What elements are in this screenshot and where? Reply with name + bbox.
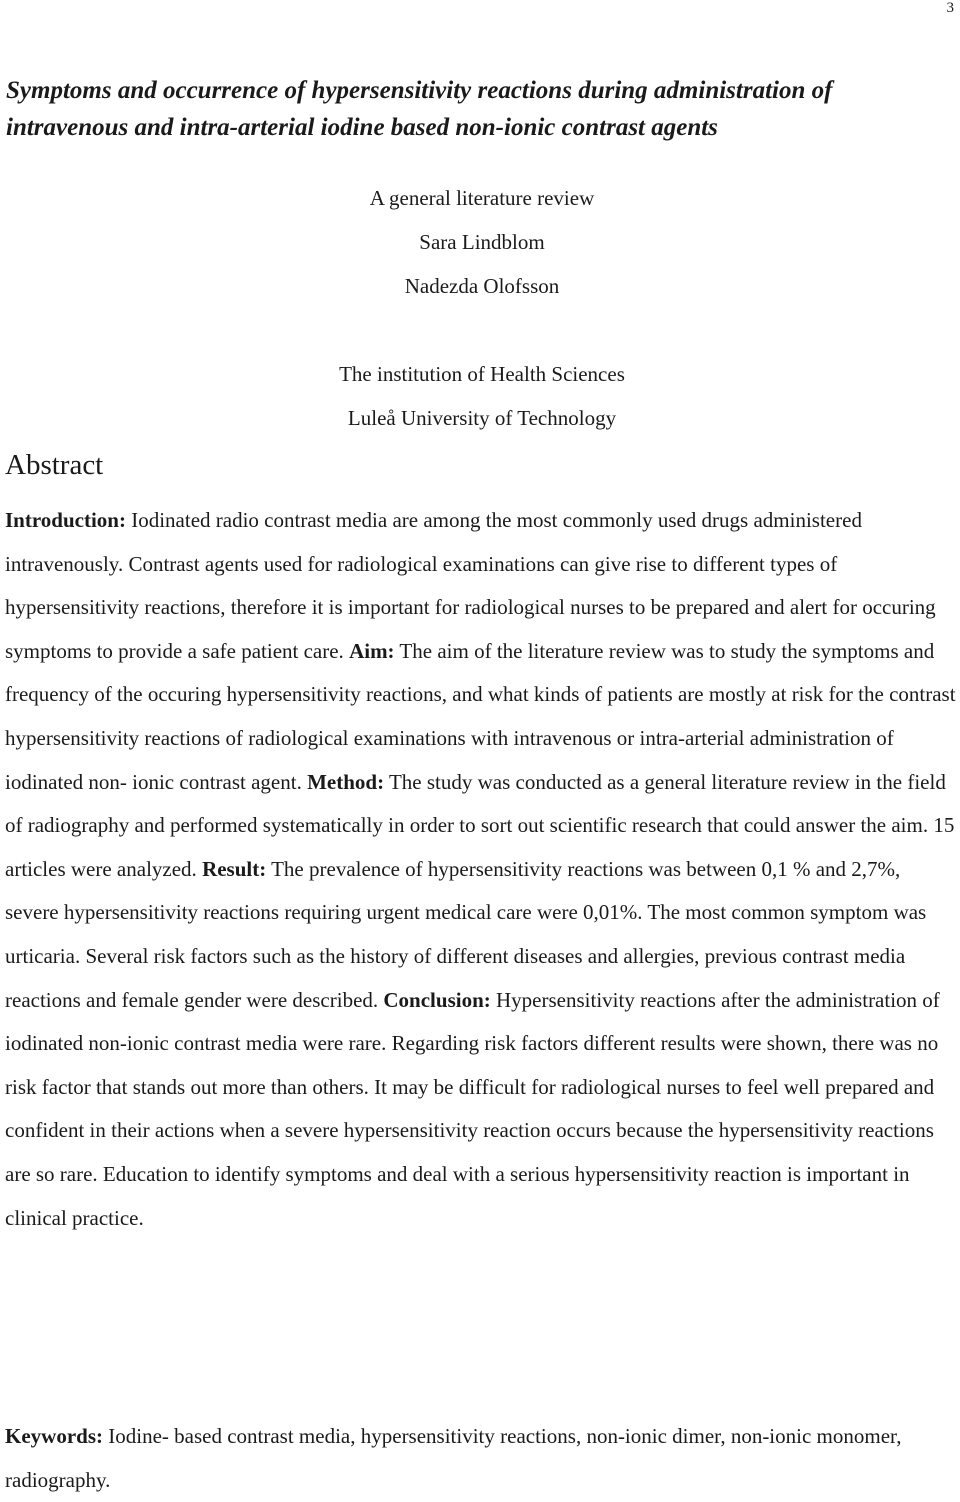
paper-title: Symptoms and occurrence of hypersensitivity reactions during administration of intravenous and intra-arterial iodine based non-ionic contrast agents: [6, 77, 833, 141]
aim-text: The aim of the literature review was to study the symptoms and frequency of the occuring hypersensitivity reactions, and what kinds of patients are mostly at risk for the contrast hypersensitivity reactions of radiological examinations with intravenous or intra-arterial administration of iodinated non- ionic contrast agent.: [5, 638, 956, 794]
keywords-text: Iodine- based contrast media, hypersensitivity reactions, non-ionic dimer, non-ionic monomer, radiography.: [5, 1424, 902, 1492]
conclusion-label: Conclusion:: [383, 987, 491, 1012]
abstract-heading: Abstract: [5, 449, 104, 481]
result-label: Result:: [202, 856, 267, 881]
keywords: [5, 1414, 958, 1502]
method-text: The study was conducted as a general literature review in the field of radiography and performed systematically in order to sort out scientific research that could answer the aim. 15 articles were analyzed.: [5, 769, 955, 881]
introduction-text: Iodinated radio contrast media are among the most commonly used drugs administered intravenously. Contrast agents used for radiological examinations can give rise to different types of hypersensitivity reactions, therefore it is important for radiological nurses to be prepared and alert for occuring symptoms to provide a safe patient care.: [5, 508, 936, 663]
result-text: The prevalence of hypersensitivity reactions was between 0,1 % and 2,7%, severe hypersensitivity reactions requiring urgent medical care were 0,01%. The most common symptom was urticaria. Several risk factors such as the history of different diseases and allergies, previous contrast media reactions and female gender were described.: [5, 856, 927, 1012]
page-number: 3: [946, 0, 954, 16]
university: Luleå University of Technology: [347, 406, 617, 430]
abstract-body: [5, 499, 958, 1240]
institution: The institution of Health Sciences: [339, 362, 625, 386]
author-name: Sara Lindblom: [419, 230, 545, 254]
author-name: Nadezda Olofsson: [404, 274, 560, 298]
keywords-label: Keywords:: [5, 1424, 103, 1448]
introduction-label: Introduction:: [5, 508, 126, 532]
review-type: A general literature review: [369, 186, 595, 210]
conclusion-text: Hypersensitivity reactions after the administration of iodinated non-ionic contrast media were rare. Regarding risk factors different results were shown, there was no risk factor that stands out more than others. It may be difficult for radiological nurses to feel well prepared and confident in their actions when a severe hypersensitivity reaction occurs because the hypersensitivity reactions are so rare. Education to identify symptoms and deal with a serious hypersensitivity reaction is important in clinical practice.: [5, 987, 940, 1230]
method-label: Method:: [307, 769, 385, 794]
aim-label: Aim:: [349, 638, 395, 663]
